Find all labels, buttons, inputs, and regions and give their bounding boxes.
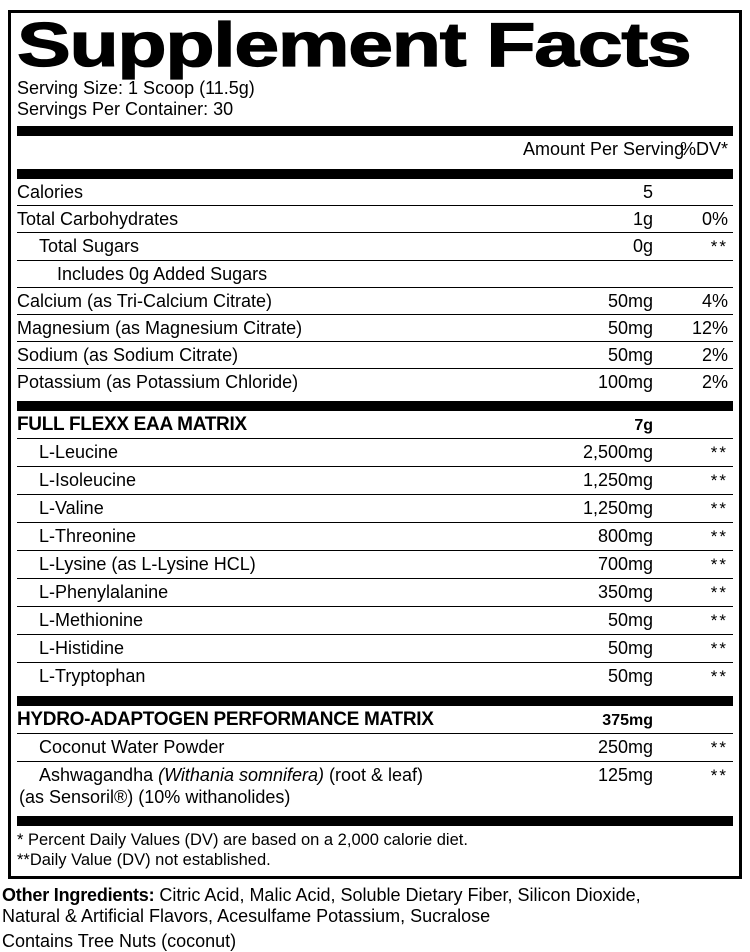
eaa-matrix-header	[17, 411, 733, 439]
row-dv: 2%	[701, 372, 728, 392]
row-name: Sodium (as Sodium Citrate)	[17, 345, 239, 365]
ingredient-name: Ashwagandha	[39, 765, 159, 785]
row-amount: 250mg	[597, 737, 653, 757]
botanical-name: (Withania somnifera)	[158, 765, 324, 785]
row-name: L-Histidine	[39, 638, 125, 658]
allergen-statement: Contains Tree Nuts (coconut)	[2, 931, 237, 951]
table-row	[17, 494, 733, 522]
hydro-rows	[17, 734, 733, 810]
row-amount: 100mg	[597, 372, 653, 392]
not-established-footnote: **Daily Value (DV) not established.	[17, 851, 271, 869]
row-name: L-Valine	[39, 498, 104, 518]
table-row	[17, 606, 733, 634]
row-name: Coconut Water Powder	[39, 737, 225, 757]
row-dv: 2%	[701, 345, 728, 365]
row-name: Calcium (as Tri-Calcium Citrate)	[17, 291, 273, 311]
row-dv: **	[710, 471, 728, 490]
row-dv: **	[710, 583, 728, 602]
row-amount: 350mg	[597, 582, 653, 602]
row-dv: **	[710, 237, 728, 256]
row-dv: 0%	[701, 209, 728, 229]
row-amount: 50mg	[607, 345, 653, 365]
row-name: Magnesium (as Magnesium Citrate)	[17, 318, 303, 338]
section-amount: 375mg	[602, 712, 653, 729]
row-amount: 800mg	[597, 526, 653, 546]
row-name: L-Phenylalanine	[39, 582, 169, 602]
table-row	[17, 314, 733, 341]
row-dv: **	[710, 443, 728, 462]
row-name: L-Leucine	[39, 442, 119, 462]
row-name: Total Carbohydrates	[17, 209, 179, 229]
table-row	[17, 439, 733, 466]
row-amount: 50mg	[607, 638, 653, 658]
row-dv: **	[710, 555, 728, 574]
table-row	[17, 232, 733, 260]
row-amount: 700mg	[597, 554, 653, 574]
amount-per-serving-header: Amount Per Serving	[523, 139, 685, 159]
row-amount: 125mg	[597, 765, 653, 785]
divider-bar-thick	[17, 816, 733, 826]
table-row	[17, 341, 733, 368]
row-dv: **	[710, 738, 728, 757]
table-row	[17, 205, 733, 232]
row-name: Calories	[17, 182, 84, 202]
other-ingredients-label: Other Ingredients:	[2, 885, 155, 905]
panel-title: Supplement Facts	[17, 11, 691, 80]
row-amount: 50mg	[607, 610, 653, 630]
row-dv: 4%	[701, 291, 728, 311]
eaa-rows	[17, 439, 733, 690]
hydro-matrix-header	[17, 706, 733, 734]
section-amount: 7g	[634, 417, 653, 434]
row-name: L-Threonine	[39, 526, 137, 546]
supplement-facts-panel	[8, 10, 742, 879]
serving-size: Serving Size: 1 Scoop (11.5g)	[17, 78, 255, 98]
column-header-row	[17, 136, 733, 163]
row-amount: 50mg	[607, 318, 653, 338]
dv-header: %DV*	[679, 139, 728, 159]
row-amount: 50mg	[607, 291, 653, 311]
table-row	[17, 287, 733, 314]
table-row	[17, 550, 733, 578]
table-row	[17, 578, 733, 606]
divider-bar-thick	[17, 126, 733, 136]
nutrient-rows	[17, 179, 733, 395]
row-name: L-Lysine (as L-Lysine HCL)	[39, 554, 256, 574]
row-dv: **	[710, 611, 728, 630]
table-row	[17, 522, 733, 550]
row-amount: 50mg	[607, 666, 653, 686]
section-title: FULL FLEXX EAA MATRIX	[17, 414, 247, 435]
row-name	[17, 764, 523, 808]
row-name: Total Sugars	[39, 236, 140, 256]
row-amount: 2,500mg	[582, 442, 653, 462]
table-row	[17, 179, 733, 205]
other-ingredients	[2, 885, 750, 952]
table-row	[17, 260, 733, 287]
row-amount: 1g	[632, 209, 653, 229]
ingredient-detail: (as Sensoril®) (10% withanolides)	[19, 787, 291, 807]
table-row	[17, 734, 733, 761]
dv-footnote: * Percent Daily Values (DV) are based on a 2,000 calorie diet.	[17, 831, 468, 849]
row-amount: 1,250mg	[582, 498, 653, 518]
other-ingredients-text: Other Ingredients: Citric Acid, Malic Acid, Soluble Dietary Fiber, Silicon Dioxide, Natural & Artificial Flavors, Acesulfame Potassium, Sucralose	[2, 885, 641, 926]
divider-bar-thick	[17, 169, 733, 179]
row-dv: 12%	[691, 318, 728, 338]
servings-per-container: Servings Per Container: 30	[17, 99, 234, 119]
row-name: L-Isoleucine	[39, 470, 137, 490]
plant-part: (root & leaf)	[324, 765, 424, 785]
row-dv: **	[710, 766, 728, 785]
row-amount: 5	[642, 182, 653, 202]
row-dv: **	[710, 499, 728, 518]
row-name: Potassium (as Potassium Chloride)	[17, 372, 299, 392]
row-name: L-Tryptophan	[39, 666, 146, 686]
table-row	[17, 634, 733, 662]
row-dv: **	[710, 527, 728, 546]
row-amount: 0g	[632, 236, 653, 256]
row-amount: 1,250mg	[582, 470, 653, 490]
divider-bar-thick	[17, 696, 733, 706]
row-name: L-Methionine	[39, 610, 144, 630]
table-row	[17, 368, 733, 395]
divider-bar-thick	[17, 401, 733, 411]
table-row	[17, 662, 733, 690]
table-row	[17, 466, 733, 494]
row-dv: **	[710, 639, 728, 658]
section-title: HYDRO-ADAPTOGEN PERFORMANCE MATRIX	[17, 709, 434, 730]
row-dv: **	[710, 667, 728, 686]
row-name: Includes 0g Added Sugars	[57, 264, 268, 284]
table-row	[17, 761, 733, 810]
